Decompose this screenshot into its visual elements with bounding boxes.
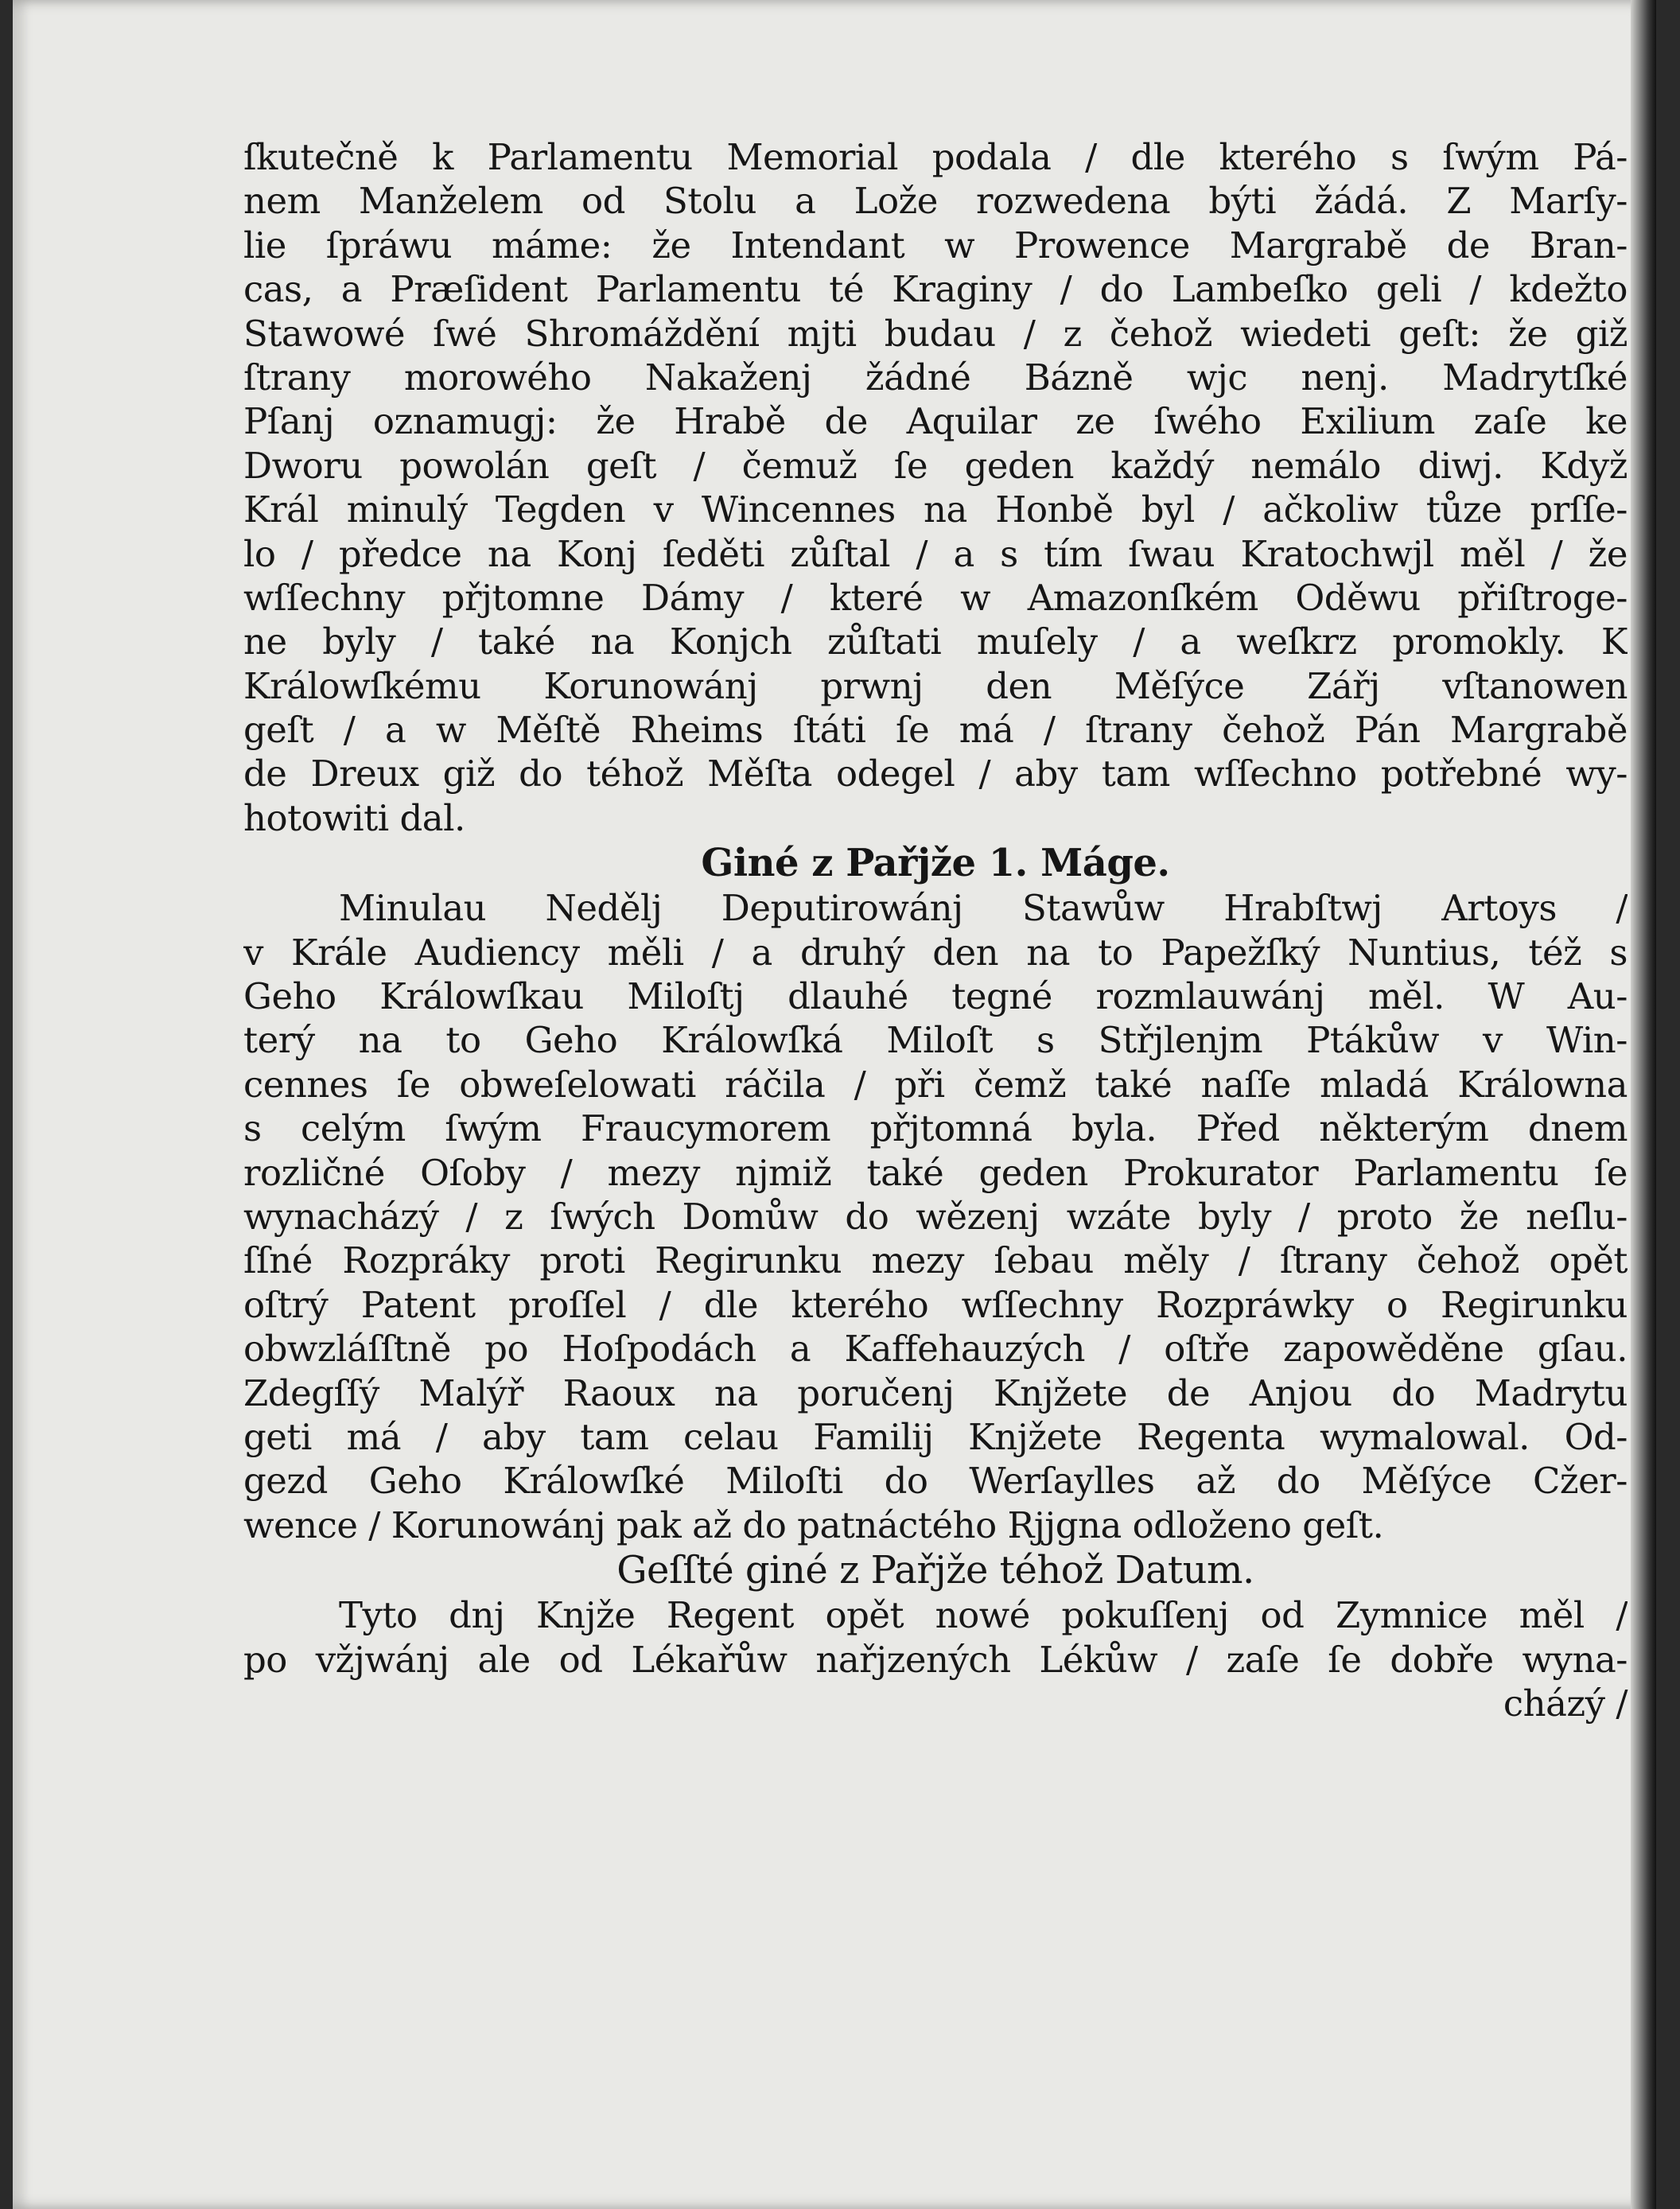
text-line: po vžjwánj ale od Lékařůw nařjzených Lékůw / zaſe ſe dobře wyna- xyxy=(243,1638,1628,1681)
text-line: v Krále Audiency měli / a druhý den na to Papežſký Nuntius, též s xyxy=(243,931,1628,974)
book-page xyxy=(13,0,1656,2209)
text-line: de Dreux giž do téhož Měſta odegel / aby tam wſſechno potřebné wy- xyxy=(243,753,1628,795)
paragraph-2 xyxy=(243,886,1628,1547)
text-line: Stawowé ſwé Shromáždění mjti budau / z čehož wiedeti geſt: že giž xyxy=(243,312,1628,355)
text-line: Minulau Nedělj Deputirowánj Stawůw Hrabſtwj Artoys / xyxy=(339,887,1628,930)
text-line: geſt / a w Měſtě Rheims ſtáti ſe má / ſtrany čehož Pán Margrabě xyxy=(243,709,1628,752)
catchword: cházý / xyxy=(1503,1682,1628,1725)
text-line: gezd Geho Králowſké Miloſti do Werſaylles až do Měſýce Cžer- xyxy=(243,1460,1628,1503)
text-line: rozličné Oſoby / mezy njmiž také geden Prokurator Parlamentu ſe xyxy=(243,1151,1628,1194)
text-line: Tyto dnj Knjže Regent opět nowé pokuſſenj od Zymnice měl / xyxy=(339,1594,1628,1637)
text-line: Dworu powolán geſt / čemuž ſe geden každý nemálo diwj. Když xyxy=(243,444,1628,487)
text-line: cennes ſe obweſelowati ráčila / při čemž také naſſe mladá Králowna xyxy=(243,1063,1628,1106)
section-heading: Giné z Pařjže 1. Máge. xyxy=(701,841,1170,886)
text-line: Králowſkému Korunowánj prwnj den Měſýce Zářj vſtanowen xyxy=(243,664,1628,707)
page-text xyxy=(243,135,1628,1725)
text-line: s celým ſwým Fraucymorem přjtomná byla. Před některým dnem xyxy=(243,1107,1628,1150)
text-line: hotowiti dal. xyxy=(243,796,465,839)
text-line: ne byly / také na Konjch zůſtati muſely / a weſkrz promokly. K xyxy=(243,620,1628,663)
text-line: wſſechny přjtomne Dámy / které w Amazonſkém Oděwu přiſtroge- xyxy=(243,576,1628,619)
text-line: Zdegſſý Malýř Raoux na poručenj Knjžete de Anjou do Madrytu xyxy=(243,1371,1628,1414)
text-line: obwzláſſtně po Hoſpodách a Kaffehauzých / oſtře zapowěděne gſau. xyxy=(243,1328,1628,1371)
paragraph-1 xyxy=(243,135,1628,840)
section-heading: Geſſté giné z Pařjže téhož Datum. xyxy=(616,1548,1254,1593)
text-line: ſſné Rozpráky proti Regirunku mezy ſebau měly / ſtrany čehož opět xyxy=(243,1239,1628,1282)
text-line: ſtrany morowého Nakaženj žádné Bázně wjc nenj. Madrytſké xyxy=(243,356,1628,399)
text-line: lo / předce na Konj ſeděti zůſtal / a s tím ſwau Kratochwjl měl / že xyxy=(243,532,1628,575)
text-line: lie ſpráwu máme: že Intendant w Prowence Margrabě de Bran- xyxy=(243,224,1628,266)
paragraph-3 xyxy=(243,1593,1628,1682)
text-line: cas, a Præſident Parlamentu té Kraginy / do Lambeſko geli / kdežto xyxy=(243,268,1628,311)
text-line: oſtrý Patent proſſel / dle kterého wſſechny Rozpráwky o Regirunku xyxy=(243,1283,1628,1326)
text-line: wence / Korunowánj pak až do patnáctého Rjjgna odloženo geſt. xyxy=(243,1503,1384,1546)
text-line: Geho Králowſkau Miloſtj dlauhé tegné rozmlauwánj měl. W Au- xyxy=(243,975,1628,1018)
text-line: geti má / aby tam celau Familij Knjžete Regenta wymalowal. Od- xyxy=(243,1415,1628,1458)
page-edge-shadow xyxy=(1631,0,1656,2209)
text-line: nem Manželem od Stolu a Lože rozwedena býti žádá. Z Marſy- xyxy=(243,180,1628,223)
text-line: Pſanj oznamugj: že Hrabě de Aquilar ze ſwého Exilium zaſe ke xyxy=(243,400,1628,443)
text-line: Král minulý Tegden v Wincennes na Honbě byl / ačkoliw tůze prſſe- xyxy=(243,488,1628,531)
text-line: wynacházý / z ſwých Domůw do wězenj wzáte byly / proto že neſlu- xyxy=(243,1195,1628,1238)
text-line: terý na to Geho Králowſká Miloſt s Střjlenjm Ptákůw v Win- xyxy=(243,1019,1628,1062)
text-line: ſkutečně k Parlamentu Memorial podala / dle kterého s ſwým Pá- xyxy=(243,136,1628,178)
